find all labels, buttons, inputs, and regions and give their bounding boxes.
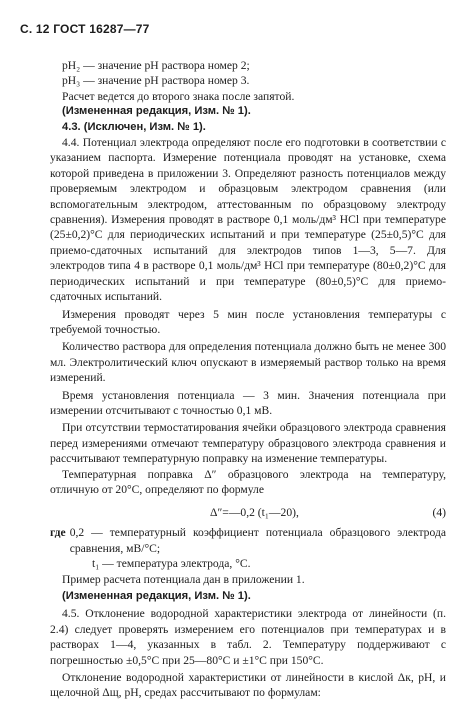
- section-4-5: 4.5. Отклонение водородной характеристики электрода от линейности (п. 2.4) следует проверять измерением его потенциалов при температурах и в растворах 1—4, указанных в табл. 2. Температуру поддерживают с погрешностью ±0,5°С при 25—80°С и ±1°С при 150°С.: [50, 607, 446, 667]
- solution-quantity-paragraph: Количество раствора для определения потенциала должно быть не менее 300 мл. Электролитический ключ опускают в измеряемый раствор только на время измерений.: [50, 340, 446, 385]
- deviation-paragraph: Отклонение водородной характеристики от линейности в кислой Δк, pH, и щелочной Δщ, pH, средах рассчитывают по формулам:: [50, 671, 446, 700]
- measurement-paragraph: Измерения проводят через 5 мин после установления температуры с требуемой точностью.: [50, 307, 446, 336]
- page-header: С. 12 ГОСТ 16287—77: [20, 22, 150, 36]
- thermostat-paragraph: При отсутствии термостатирования ячейки образцового электрода сравнения перед измерениями отмечают температуру образцового электрода сравнения и рассчитывают температурную поправку на изменение температуры.: [50, 421, 446, 466]
- amendment-note-2: (Измененная редакция, Изм. № 1).: [62, 590, 251, 602]
- section-4-3: 4.3. (Исключен, Изм. № 1).: [62, 120, 206, 133]
- where-coefficient: 0,2 — температурный коэффициент потенциала образцового электрода сравнения, мВ/°С;: [69, 526, 446, 555]
- formula-4: [50, 503, 446, 523]
- correction-paragraph: Температурная поправка Δ″ образцового электрода на температуру, отличную от 20°С, определяют по формуле: [50, 467, 446, 496]
- where-clause: [50, 525, 446, 556]
- amendment-note: (Измененная редакция, Изм. № 1).: [62, 105, 251, 118]
- ph2-definition: pH₂ — значение pH раствора номер 2;: [62, 59, 250, 72]
- formula-number: (4): [432, 506, 446, 520]
- document-body: [50, 58, 446, 701]
- formula-expression: Δ″=—0,2 (t₁—20),: [210, 506, 299, 520]
- where-label: где: [50, 526, 66, 540]
- example-reference: Пример расчета потенциала дан в приложении 1.: [62, 572, 305, 586]
- settling-time-paragraph: Время установления потенциала — 3 мин. Значения потенциала при измерении отсчитывают с точностью 0,1 мВ.: [50, 388, 446, 417]
- ph3-definition: pH₃ — значение pH раствора номер 3.: [62, 74, 250, 88]
- calculation-note: Расчет ведется до второго знака после запятой.: [62, 89, 295, 103]
- section-4-4: 4.4. Потенциал электрода определяют после его подготовки в соответствии с указанием паспорта. Измерение потенциала проводят на установке, схема которой приведена в приложении 3. Определяют разность потенциалов между проверяемым электродом и образцовым электродом сравнения (или вспомогательным электродом, аттестованным по образцовому электроду сравнения). Измерения проводят в растворе 0,1 моль/дм³ HCl при температуре (25±0,2)°С для периодических испытаний и при температуре (25±0,5)°С для приемо-сдаточных испытаний для электродов типов 1—3, 5—7. Для электродов типа 4 в растворе 0,1 моль/дм³ HCl при температуре (80±0,2)°С для периодических испытаний и при температуре (80±0,5)°С для приемо-сдаточных испытаний.: [50, 136, 446, 304]
- where-temperature: t₁ — температура электрода, °С.: [92, 557, 251, 571]
